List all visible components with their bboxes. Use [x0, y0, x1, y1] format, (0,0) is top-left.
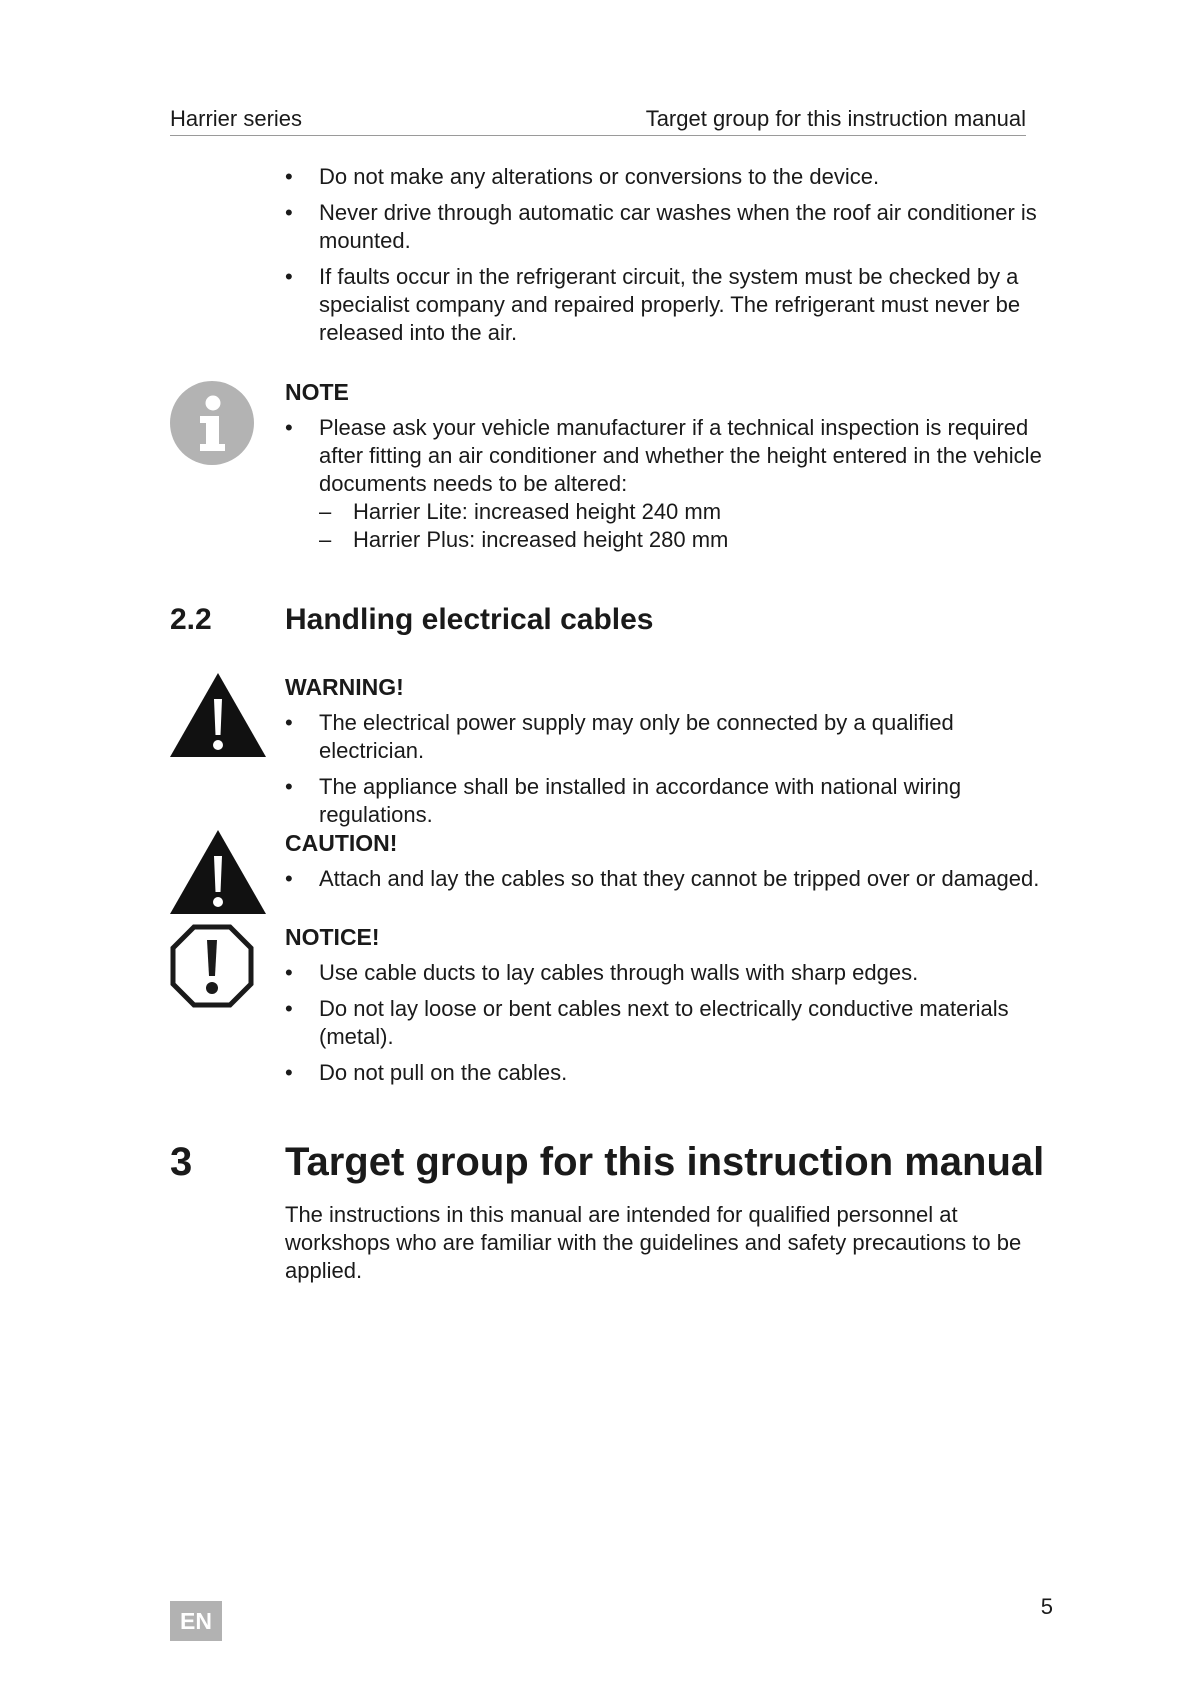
section-2-2-title: Handling electrical cables [285, 603, 654, 636]
notice-block [285, 923, 1057, 1095]
warning-icon [170, 673, 266, 757]
warning-bullet-1: • The electrical power supply may only be connected by a qualified electrician. [285, 709, 1057, 765]
notice-bullet-1: • Use cable ducts to lay cables through walls with sharp edges. [285, 959, 1057, 987]
notice-bullet-3: • Do not pull on the cables. [285, 1059, 1057, 1087]
note-subitem-1: – Harrier Lite: increased height 240 mm [319, 498, 1057, 526]
language-badge: EN [170, 1601, 222, 1641]
intro-bullets [285, 163, 1057, 355]
info-icon [170, 381, 254, 465]
note-bullet [285, 414, 1057, 554]
caution-label: CAUTION! [285, 830, 398, 856]
header-right: Target group for this instruction manual [645, 106, 1026, 131]
caution-icon [170, 830, 266, 914]
section-2-2-number: 2.2 [170, 603, 212, 636]
intro-bullet-2: • Never drive through automatic car washes when the roof air conditioner is mounted. [285, 199, 1057, 255]
page-number: 5 [1040, 1594, 1053, 1619]
warning-label: WARNING! [285, 674, 404, 700]
note-label: NOTE [285, 379, 349, 405]
notice-icon [170, 924, 254, 1008]
intro-bullet-1: • Do not make any alterations or conversions to the device. [285, 163, 1057, 191]
note-bullet-text: Please ask your vehicle manufacturer if a technical inspection is required after fitting an air conditioner and whether the height entered in the vehicle documents needs to be altered: [319, 415, 1042, 496]
section-3-number: 3 [170, 1140, 193, 1184]
caution-block [285, 829, 1057, 901]
intro-bullet-3: • If faults occur in the refrigerant circuit, the system must be checked by a specialist company and repaired properly. The refrigerant must never be released into the air. [285, 263, 1057, 347]
section-3-text: The instructions in this manual are intended for qualified personnel at workshops who are familiar with the guidelines and safety precautions to be applied. [285, 1202, 1022, 1283]
header-rule [170, 135, 1026, 136]
notice-label: NOTICE! [285, 924, 380, 950]
section-3-title: Target group for this instruction manual [285, 1140, 1045, 1184]
note-subitem-2: – Harrier Plus: increased height 280 mm [319, 526, 1057, 554]
caution-bullet-1: • Attach and lay the cables so that they cannot be tripped over or damaged. [285, 865, 1057, 893]
warning-block [285, 673, 1057, 837]
note-block [285, 378, 1057, 562]
warning-bullet-2: • The appliance shall be installed in accordance with national wiring regulations. [285, 773, 1057, 829]
notice-bullet-2: • Do not lay loose or bent cables next to electrically conductive materials (metal). [285, 995, 1057, 1051]
header-left: Harrier series [170, 106, 303, 131]
